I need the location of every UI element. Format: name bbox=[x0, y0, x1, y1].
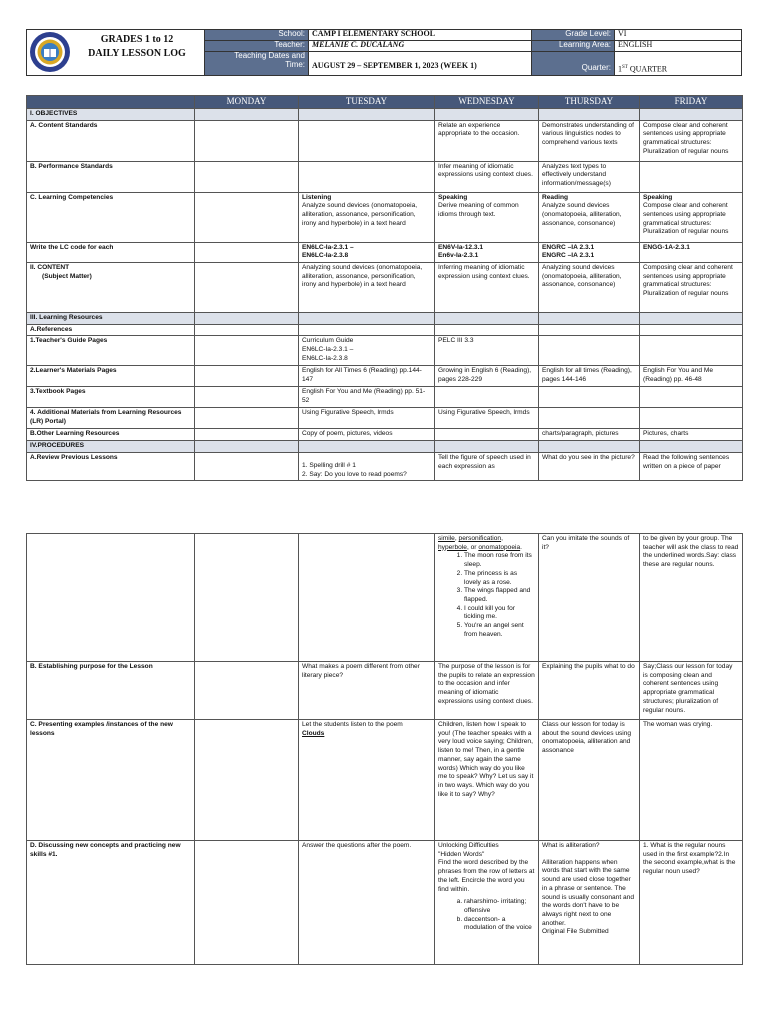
row-performance-standards: B. Performance Standards bbox=[27, 161, 195, 192]
lc-line: EN6V-Ia-12.3.1 bbox=[438, 243, 484, 251]
cell: English For You and Me (Reading) pp. 46-48 bbox=[640, 366, 743, 387]
expression-list bbox=[438, 552, 535, 639]
discuss-line: Unlocking Difficulties bbox=[438, 842, 499, 849]
cell bbox=[435, 534, 539, 662]
competency-head: Speaking bbox=[643, 193, 673, 201]
area-label: Learning Area: bbox=[531, 40, 615, 52]
cell: Using Figurative Speech, lrmds bbox=[435, 408, 539, 429]
row-other-resources: B.Other Learning Resources bbox=[27, 429, 195, 441]
cell: English for All Times 6 (Reading) pp.144-147 bbox=[299, 366, 435, 387]
cell: Demonstrates understanding of various linguistics nodes to comprehend various texts bbox=[539, 120, 640, 161]
cell: Say;Class our lesson for today is composing clean and coherent sentences using appropriate grammatical structures; pluralization of regular nouns. bbox=[640, 662, 743, 720]
word: hyperbole bbox=[438, 543, 467, 551]
quarter-value bbox=[614, 51, 742, 76]
cell: Composing clear and coherent sentences using appropriate grammatical structures: Pluralization of regular nouns bbox=[640, 262, 743, 312]
word: , or bbox=[466, 543, 477, 551]
lc-line: ENGRC –IA 2.3.1 bbox=[542, 252, 595, 260]
list-item: a. raharshimo- irritating; offensive bbox=[464, 898, 535, 915]
word: onomatopoeia bbox=[478, 543, 521, 551]
grade-value: VI bbox=[614, 29, 742, 41]
section-resources: III. Learning Resources bbox=[27, 312, 195, 324]
area-value: ENGLISH bbox=[614, 40, 742, 52]
cell: The purpose of the lesson is for the pupils to relate an expression to the occasion and infer meaning of idiomatic expressions using context clues. bbox=[435, 662, 539, 720]
school-label: School: bbox=[204, 29, 309, 41]
figure-list-intro: simile, personification, hyperbole, or onomatopoeia. bbox=[438, 535, 522, 551]
cell bbox=[435, 192, 539, 242]
cell: Analyzing sound devices (onomatopoeia, alliteration, assonance, personification, irony and hyperbole) in a text heard bbox=[299, 262, 435, 312]
review-line: 1. Spelling drill # 1 bbox=[302, 461, 356, 469]
cell: to be given by your group. The teacher will ask the class to read the underlined words.Say: class these are regular nouns. bbox=[640, 534, 743, 662]
review-line: 2. Say: Do you love to read poems? bbox=[302, 470, 407, 478]
row-teachers-guide: 1.Teacher's Guide Pages bbox=[27, 336, 195, 366]
cell: Explaining the pupils what to do bbox=[539, 662, 640, 720]
competency-text: Derive meaning of common idioms through text. bbox=[438, 202, 519, 218]
cell: Class our lesson for today is about the sound devices using onomatopoeia, alliteration and assonance bbox=[539, 720, 640, 841]
deped-seal-icon bbox=[29, 31, 71, 73]
lc-line: ENGRC –IA 2.3.1 bbox=[542, 243, 595, 251]
cell bbox=[299, 720, 435, 841]
discuss-line: What is alliteration? bbox=[542, 842, 600, 849]
day-tuesday: TUESDAY bbox=[299, 96, 435, 109]
tg-line: EN6LC-Ia-2.3.1 – bbox=[302, 346, 354, 354]
cell: Read the following sentences written on a piece of paper bbox=[640, 452, 743, 480]
cell bbox=[539, 841, 640, 965]
day-thursday: THURSDAY bbox=[539, 96, 640, 109]
cell: English For You and Me (Reading) pp. 51- 52 bbox=[299, 387, 435, 408]
cell bbox=[299, 336, 435, 366]
cell: Copy of poem, pictures, videos bbox=[299, 429, 435, 441]
list-item: b. daccentson- a modulation of the voice bbox=[464, 916, 535, 933]
quarter-label: Quarter: bbox=[531, 51, 615, 76]
cell: 1. What is the regular nouns used in the first example?2.In the second example,what is the regular noun used? bbox=[640, 841, 743, 965]
row-lc-code: Write the LC code for each bbox=[27, 242, 195, 262]
discuss-line: Original File Submitted bbox=[542, 928, 609, 936]
day-friday: FRIDAY bbox=[640, 96, 743, 109]
cell: English for all times (Reading), pages 144-146 bbox=[539, 366, 640, 387]
dates-label-line2: Time: bbox=[285, 59, 305, 69]
lesson-log-table-page1 bbox=[26, 95, 743, 481]
day-wednesday: WEDNESDAY bbox=[435, 96, 539, 109]
cell: Growing in English 6 (Reading), pages 228-229 bbox=[435, 366, 539, 387]
corner-cell bbox=[27, 96, 195, 109]
discuss-line: Find the word described by the phrases from the row of letters at the left. Encircle the word you find within. bbox=[438, 859, 535, 893]
cell: charts/paragraph, pictures bbox=[539, 429, 640, 441]
list-item: 1. The moon rose from its sleep. bbox=[464, 552, 535, 569]
row-discussing-concepts: D. Discussing new concepts and practicing new skills #1. bbox=[27, 841, 195, 965]
title-line2: DAILY LESSON LOG bbox=[88, 48, 186, 59]
tg-line: EN6LC-Ia-2.3.8 bbox=[302, 354, 348, 362]
section-objectives: I. OBJECTIVES bbox=[27, 108, 195, 120]
title-line1: GRADES 1 to 12 bbox=[100, 34, 174, 45]
cell bbox=[299, 452, 435, 480]
cell: Pictures, charts bbox=[640, 429, 743, 441]
day-monday: MONDAY bbox=[195, 96, 299, 109]
cell: Can you imitate the sounds of it? bbox=[539, 534, 640, 662]
list-item: 4. I could kill you for tickling me. bbox=[464, 605, 535, 622]
dates-value: AUGUST 29 – SEPTEMBER 1, 2023 (WEEK 1) bbox=[308, 51, 532, 76]
content-sublabel: (Subject Matter) bbox=[42, 272, 92, 280]
cell bbox=[299, 242, 435, 262]
quarter-rest: QUARTER bbox=[627, 64, 668, 74]
row-textbook: 3.Textbook Pages bbox=[27, 387, 195, 408]
lc-line: EN6LC-Ia-2.3.1 – bbox=[302, 243, 354, 251]
discuss-line: "Hidden Words" bbox=[438, 850, 485, 858]
teacher-label: Teacher: bbox=[204, 40, 309, 52]
dates-label-line1: Teaching Dates and bbox=[234, 51, 305, 60]
cell: Using Figurative Speech, lrmds bbox=[299, 408, 435, 429]
competency-head: Speaking bbox=[438, 193, 468, 201]
row-learning-competencies: C. Learning Competencies bbox=[27, 192, 195, 242]
cell: What makes a poem different from other literary piece? bbox=[299, 662, 435, 720]
cell: PELC III 3.3 bbox=[435, 336, 539, 366]
list-item: 5. You're an angel sent from heaven. bbox=[464, 622, 535, 639]
discuss-line: Alliteration happens when words that start with the same sound are used close together in a phrase or sentence. The sound is usually consonant and the words don't have to be always right next to one another. bbox=[542, 858, 635, 927]
row-establishing-purpose: B. Establishing purpose for the Lesson bbox=[27, 662, 195, 720]
cell bbox=[539, 242, 640, 262]
cell: Tell the figure of speech used in each expression as bbox=[435, 452, 539, 480]
row-content bbox=[27, 262, 195, 312]
competency-text: Analyze sound devices (onomatopoeia, alliteration, assonance, consonance) bbox=[542, 202, 622, 227]
section-procedures: IV.PROCEDURES bbox=[27, 441, 195, 453]
teacher-value: MELANIE C. DUCALANG bbox=[308, 40, 532, 52]
cell: Children, listen how I speak to you! (The teacher speaks with a very loud voice saying; Children, listen to me! Then, in a gentle manner, say again the same words) Which way do you like me to speak? Why? Let us say it in two ways. Which way do you like it to say? Why? bbox=[435, 720, 539, 841]
list-item: 2. The princess is as lovely as a rose. bbox=[464, 570, 535, 587]
cell: Answer the questions after the poem. bbox=[299, 841, 435, 965]
cell bbox=[299, 192, 435, 242]
school-value: CAMP I ELEMENTARY SCHOOL bbox=[308, 29, 532, 41]
row-additional-materials: 4. Additional Materials from Learning Resources (LR) Portal) bbox=[27, 408, 195, 429]
competency-head: Listening bbox=[302, 193, 332, 201]
competency-text: Compose clear and coherent sentences using appropriate grammatical structures: Pluralization of regular nouns bbox=[643, 202, 729, 236]
cell: Analyzes text types to effectively understand information/message(s) bbox=[539, 161, 640, 192]
present-line: Let the students listen to the poem bbox=[302, 721, 403, 728]
content-label: II. CONTENT bbox=[30, 263, 70, 271]
cell bbox=[539, 192, 640, 242]
quarter-num: 1 bbox=[618, 64, 622, 74]
cell: Inferring meaning of idiomatic expression using context clues. bbox=[435, 262, 539, 312]
competency-text: Analyze sound devices (onomatopoeia, alliteration, assonance, personification, irony and hyperbole) in a text heard bbox=[302, 202, 418, 227]
dates-label bbox=[204, 51, 309, 76]
hidden-words-list bbox=[438, 898, 535, 933]
row-presenting-examples: C. Presenting examples /instances of the new lessons bbox=[27, 720, 195, 841]
grade-label: Grade Level: bbox=[531, 29, 615, 41]
list-item: 3. The wings flapped and flapped. bbox=[464, 587, 535, 604]
row-learners-materials: 2.Learner's Materials Pages bbox=[27, 366, 195, 387]
cell: Relate an experience appropriate to the occasion. bbox=[435, 120, 539, 161]
cell: ENGG-1A-2.3.1 bbox=[640, 242, 743, 262]
word: personification bbox=[458, 535, 502, 542]
row-content-standards: A. Content Standards bbox=[27, 120, 195, 161]
cell: Compose clear and coherent sentences using appropriate grammatical structures: Pluralization of regular nouns bbox=[640, 120, 743, 161]
cell bbox=[435, 242, 539, 262]
poem-title: Clouds bbox=[302, 729, 325, 737]
competency-head: Reading bbox=[542, 193, 569, 201]
cell: Analyzing sound devices (onomatopoeia, alliteration, assonance, consonance) bbox=[539, 262, 640, 312]
cell: Infer meaning of idiomatic expressions using context clues. bbox=[435, 161, 539, 192]
lc-line: En6v-Ia-2.3.1 bbox=[438, 252, 479, 260]
cell: What do you see in the picture? bbox=[539, 452, 640, 480]
cell bbox=[640, 192, 743, 242]
cell bbox=[435, 841, 539, 965]
lesson-log-table-page2 bbox=[26, 533, 743, 965]
row-references: A.References bbox=[27, 324, 195, 336]
lc-line: EN6LC-Ia-2.3.8 bbox=[302, 252, 349, 260]
word: simile bbox=[438, 535, 455, 542]
tg-line: Curriculum Guide bbox=[302, 337, 354, 345]
cell: The woman was crying. bbox=[640, 720, 743, 841]
row-review: A.Review Previous Lessons bbox=[27, 452, 195, 480]
quarter-sup: ST bbox=[622, 65, 628, 70]
